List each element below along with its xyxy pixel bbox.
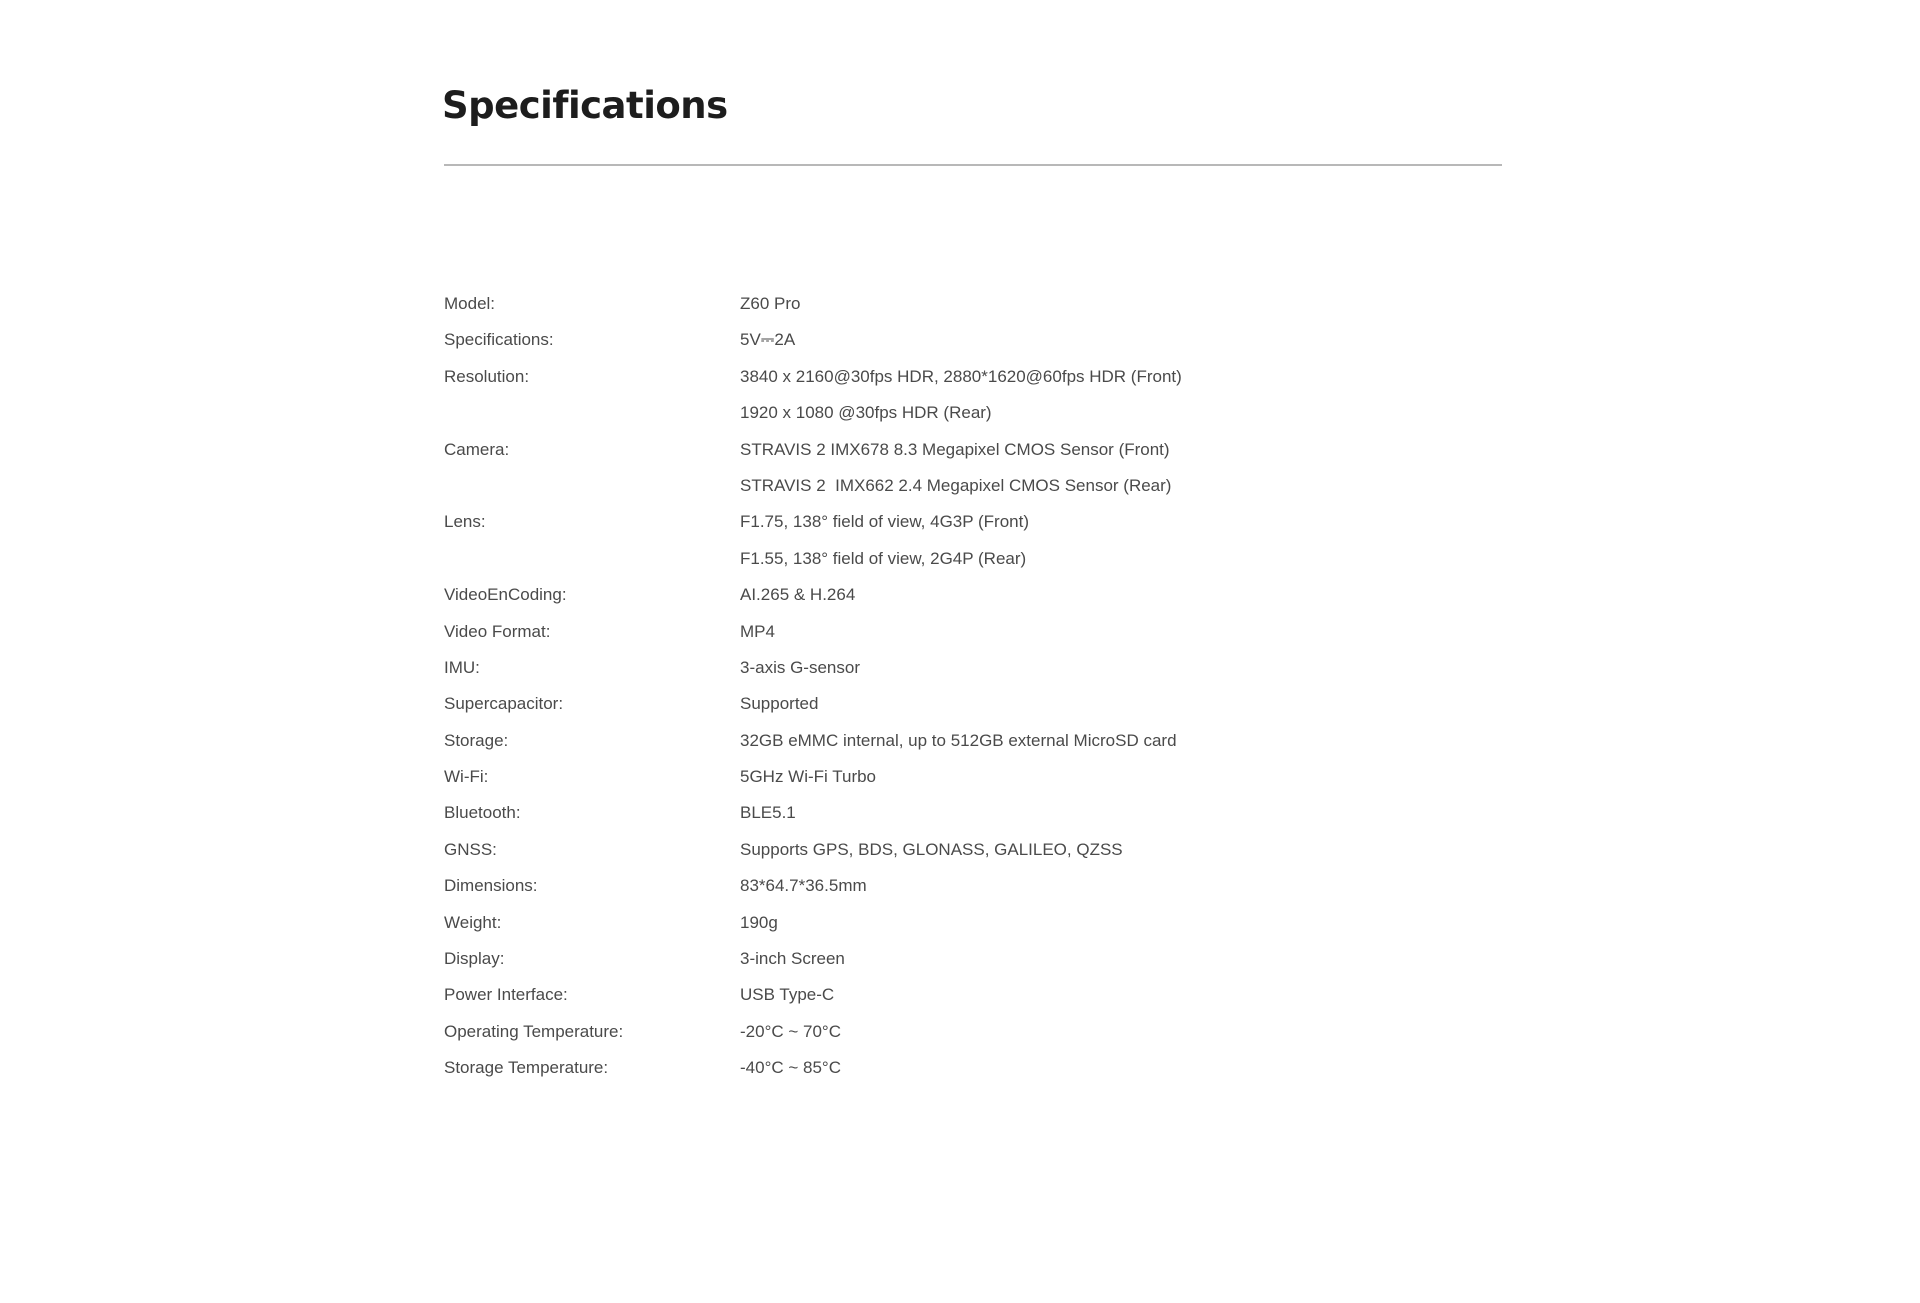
spec-row-camera-rear — [444, 468, 1502, 504]
spec-value: Supports GPS, BDS, GLONASS, GALILEO, QZSS — [740, 839, 1123, 859]
spec-row-dimensions — [444, 868, 1502, 904]
spec-row-gnss — [444, 832, 1502, 868]
spec-label: Operating Temperature: — [444, 1021, 624, 1041]
spec-row-weight — [444, 905, 1502, 941]
spec-value: MP4 — [740, 621, 775, 641]
spec-value: 5GHz Wi-Fi Turbo — [740, 767, 877, 787]
spec-value: Z60 Pro — [740, 294, 801, 313]
spec-label: Power Interface: — [444, 985, 568, 1005]
spec-label: Model: — [444, 294, 496, 313]
spec-value: BLE5.1 — [740, 803, 796, 823]
spec-value: -20°C ~ 70°C — [740, 1021, 842, 1041]
spec-row-resolution — [444, 359, 1502, 395]
spec-label: Video Format: — [444, 621, 551, 641]
spec-label: Storage Temperature: — [444, 1058, 609, 1078]
spec-value: 83*64.7*36.5mm — [740, 876, 867, 896]
spec-label: Storage: — [444, 730, 509, 750]
spec-value: Supported — [740, 694, 819, 714]
spec-row-operating-temperature — [444, 1014, 1502, 1050]
spec-label: IMU: — [444, 657, 480, 677]
spec-row-storage — [444, 723, 1502, 759]
spec-label: Dimensions: — [444, 876, 538, 896]
spec-row-supercapacitor — [444, 686, 1502, 722]
spec-row-lens-rear — [444, 541, 1502, 577]
spec-value: 190g — [740, 912, 778, 932]
spec-label: Lens: — [444, 512, 486, 532]
spec-row-video-encoding — [444, 577, 1502, 613]
spec-row-storage-temperature — [444, 1050, 1502, 1086]
spec-value: 3-inch Screen — [740, 949, 845, 969]
spec-label: VideoEnCoding: — [444, 585, 567, 605]
spec-value: 32GB eMMC internal, up to 512GB external MicroSD card — [740, 730, 1177, 750]
spec-label: Weight: — [444, 912, 502, 932]
spec-row-wifi — [444, 759, 1502, 795]
spec-row-bluetooth — [444, 795, 1502, 831]
spec-row-model — [444, 286, 1502, 322]
spec-row-video-format — [444, 614, 1502, 650]
spec-value: -40°C ~ 85°C — [740, 1058, 842, 1078]
page-title: Specifications — [442, 84, 728, 127]
spec-label: Supercapacitor: — [444, 694, 564, 714]
spec-label: Display: — [444, 949, 505, 969]
spec-value: AI.265 & H.264 — [740, 585, 856, 605]
spec-value: STRAVIS 2 IMX662 2.4 Megapixel CMOS Sensor (Rear) — [740, 475, 1172, 495]
spec-label: Resolution: — [444, 366, 530, 386]
spec-label: Wi-Fi: — [444, 767, 489, 787]
spec-row-camera — [444, 432, 1502, 468]
spec-label: Specifications: — [444, 330, 554, 350]
spec-label — [444, 541, 740, 577]
spec-row-resolution-rear — [444, 395, 1502, 431]
spec-label — [444, 468, 740, 504]
spec-label: Bluetooth: — [444, 803, 521, 823]
spec-value: 3-axis G-sensor — [740, 657, 860, 677]
spec-value: F1.75, 138° field of view, 4G3P (Front) — [740, 512, 1030, 532]
spec-value: 5V⎓2A — [740, 330, 796, 350]
spec-row-display — [444, 941, 1502, 977]
spec-label: Camera: — [444, 439, 510, 459]
spec-label: GNSS: — [444, 839, 497, 859]
spec-value: 3840 x 2160@30fps HDR, 2880*1620@60fps HDR (Front) — [740, 366, 1182, 386]
spec-value: 1920 x 1080 @30fps HDR (Rear) — [740, 403, 992, 423]
spec-value: F1.55, 138° field of view, 2G4P (Rear) — [740, 548, 1027, 568]
spec-row-power-interface — [444, 977, 1502, 1013]
spec-table — [444, 286, 1502, 1087]
spec-value: USB Type-C — [740, 985, 835, 1005]
spec-value: STRAVIS 2 IMX678 8.3 Megapixel CMOS Sensor (Front) — [740, 439, 1170, 459]
spec-row-lens — [444, 504, 1502, 540]
title-divider — [444, 164, 1502, 166]
spec-row-specifications — [444, 322, 1502, 358]
spec-row-imu — [444, 650, 1502, 686]
specifications-section — [442, 80, 1502, 1078]
spec-label — [444, 395, 740, 431]
